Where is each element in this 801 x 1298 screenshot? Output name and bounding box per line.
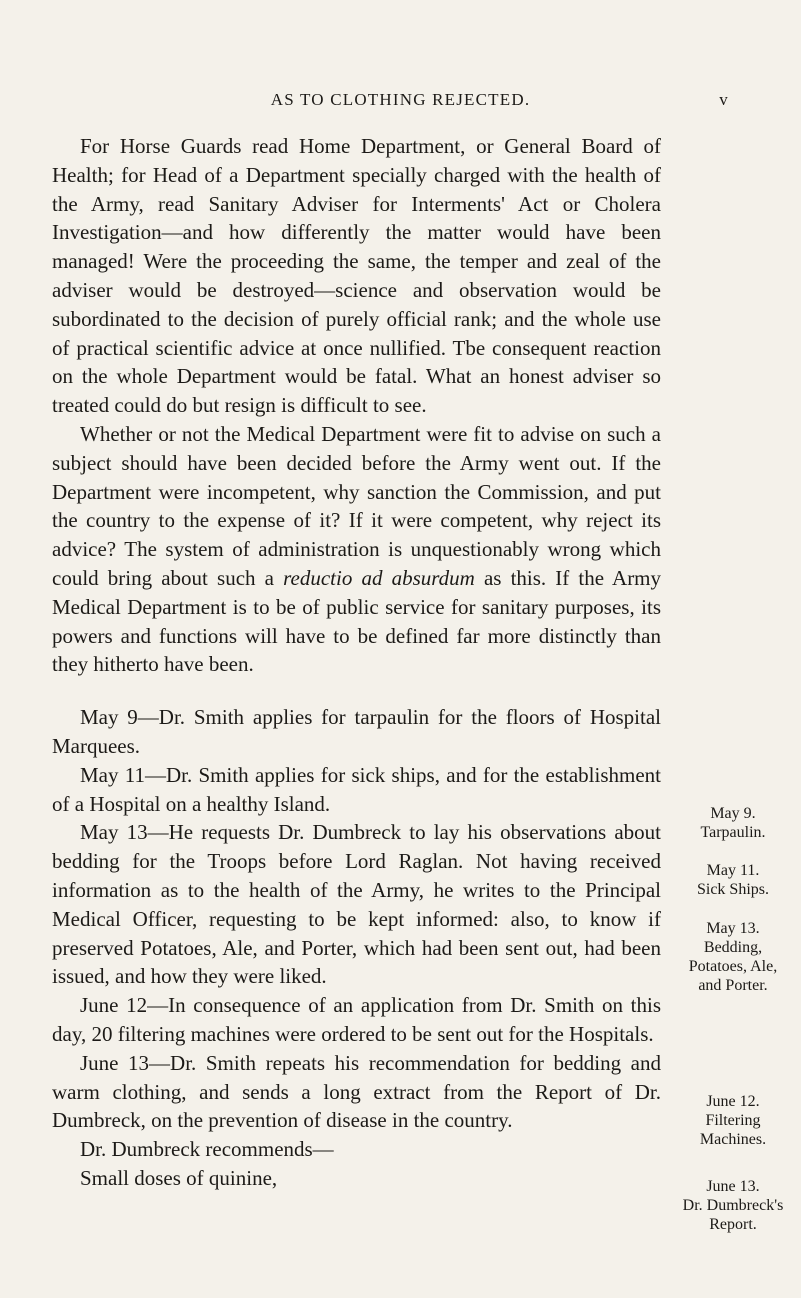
margin-note-topic: Sick Ships. [696,881,769,898]
margin-note-may-9 [676,804,790,842]
margin-note-date: June 12. [706,1093,760,1110]
margin-note-topic: Tarpaulin. [700,824,766,841]
margin-note-may-11 [676,861,790,899]
entry-may-9: May 9—Dr. Smith applies for tarpaulin for the floors of Hospital Marquees. [52,705,661,758]
paragraph-medical-department: Whether or not the Medical Department were fit to advise on such a subject should have been decided before the Army went out. If the Department were incompetent, why sanction the Commission, and put the country to the expense of it? If it were competent, why reject its advice? The system of administration is unquestionably wrong which could bring about such a reductio ad absurdum as this. If the Army Medical Department is to be of public service for sanitary purposes, its powers and functions will have to be defined far more distinctly than they hitherto have been. [52,421,662,677]
margin-note-date: May 13. [706,920,760,937]
margin-note-topic: Bedding, Potatoes, Ale, and Porter. [688,939,778,994]
dumbreck-recommends: Dr. Dumbreck recommends— [80,1137,334,1162]
page-number: v [719,90,729,109]
margin-note-june-12 [676,1092,790,1149]
entry-may-13: May 13—He requests Dr. Dumbreck to lay his observations about bedding for the Troops before Lord Raglan. Not having received information as to the health of the Army, he writes to the Principal Medical Officer, requesting to be kept informed: also, to know if preserved Potatoes, Ale, and Porter, which had been sent out, had been issued, and how they were liked. [52,820,661,989]
recommendation-quinine: Small doses of quinine, [80,1165,278,1190]
margin-note-date: June 13. [706,1178,760,1195]
entry-june-13: June 13—Dr. Smith repeats his recommendation for bedding and warm clothing, and sends a long extract from the Report of Dr. Dumbreck, on the prevention of disease in the country. [52,1050,661,1133]
margin-note-june-13 [676,1177,790,1234]
body-text [52,132,661,1193]
italic-phrase: reductio ad absurdum [283,565,475,590]
margin-note-topic: Filtering Machines. [699,1112,767,1148]
running-title: AS TO CLOTHING REJECTED. [270,90,531,109]
paragraph-horse-guards: For Horse Guards read Home Department, or General Board of Health; for Head of a Department specially charged with the health of the Army, read Sanitary Adviser for Interments' Act or Cholera Investigation—and how differently the matter would have been managed! Were the proceeding the same, the temper and zeal of the adviser would be destroyed—science and observation would be subordinated to the decision of purely official rank; and the whole use of practical scientific advice at once nullified. Tbe consequent reaction on the whole Department would be fatal. What an honest adviser so treated could do but resign is difficult to see. [52,134,661,418]
margin-note-date: May 11. [706,862,760,879]
entry-may-11: May 11—Dr. Smith applies for sick ships, and for the establishment of a Hospital on a healthy Island. [52,762,661,816]
entry-june-12: June 12—In consequence of an application from Dr. Smith on this day, 20 filtering machines were ordered to be sent out for the Hospitals. [52,993,661,1046]
margin-note-topic: Dr. Dumbreck's Report. [682,1197,784,1233]
running-head [0,90,801,114]
margin-note-date: May 9. [710,805,756,822]
margin-note-may-13 [676,919,790,995]
